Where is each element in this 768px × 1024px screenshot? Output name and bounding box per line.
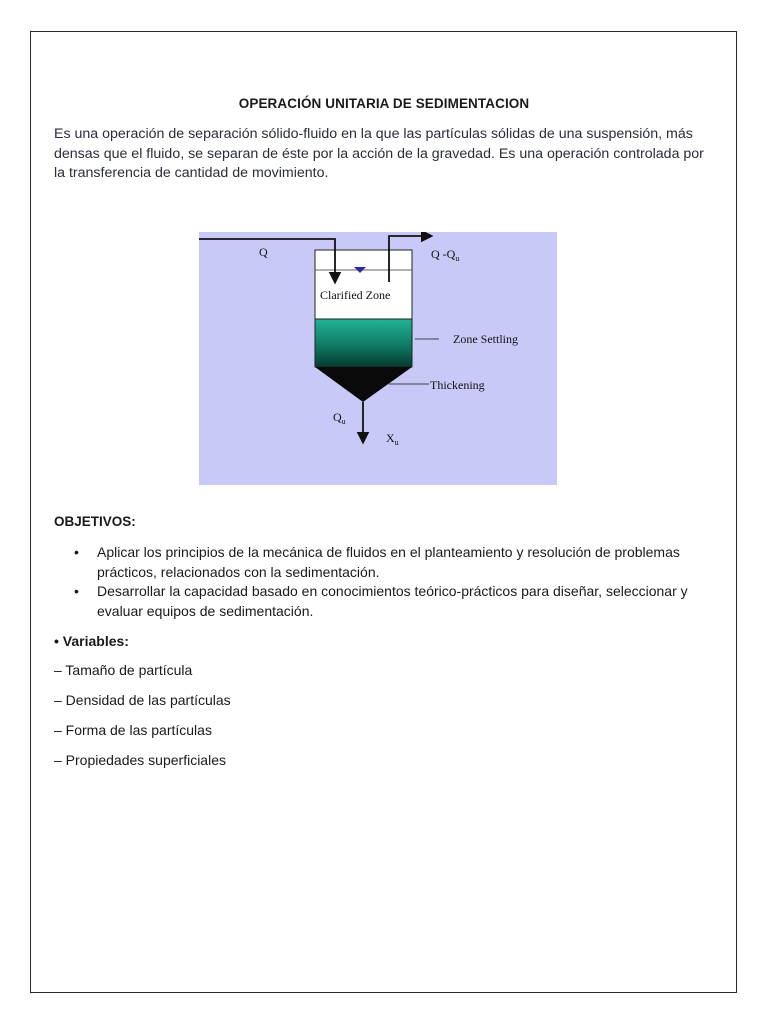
- underflow-label: $Q_u$: [333, 410, 346, 426]
- variable-item: – Forma de las partículas: [54, 722, 212, 738]
- objective-text: Aplicar los principios de la mecánica de fluidos en el planteamiento y resolución de problemas prácticos, relacionados con la sedimentación.: [97, 544, 680, 580]
- variable-item: – Propiedades superficiales: [54, 752, 226, 768]
- clarified-zone-box: [315, 250, 412, 319]
- variable-item: – Tamaño de partícula: [54, 662, 193, 678]
- outflow-label: Q $-Q_u$: [431, 247, 460, 263]
- bullet-icon: •: [74, 544, 79, 560]
- inflow-label: Q: [259, 245, 268, 259]
- clarified-zone-label: Clarified Zone: [320, 288, 391, 302]
- objectives-heading: OBJETIVOS:: [54, 514, 136, 529]
- thickening-label: Thickening: [430, 378, 485, 392]
- zone-settling-label: Zone Settling: [453, 332, 518, 346]
- list-item: [54, 543, 694, 582]
- zone-settling-area: [315, 319, 412, 367]
- page-title: OPERACIÓN UNITARIA DE SEDIMENTACION: [238, 96, 530, 111]
- objective-text: Desarrollar la capacidad basado en conocimientos teórico-prácticos para diseñar, seleccionar y evaluar equipos de sedimentación.: [97, 583, 688, 619]
- thickening-cone: [315, 367, 412, 402]
- bullet-icon: •: [74, 583, 79, 599]
- objectives-list: [54, 543, 694, 621]
- list-item: [54, 582, 694, 621]
- sedimentation-diagram: [199, 232, 557, 485]
- sedimentation-figure: [199, 232, 557, 485]
- variables-heading: • Variables:: [54, 633, 129, 649]
- concentration-label: $X_u$: [386, 431, 399, 447]
- intro-paragraph: Es una operación de separación sólido-fluido en la que las partículas sólidas de una suspensión, más densas que el fluido, se separan de éste por la acción de la gravedad. Es una operación controlada por la transferencia de cantidad de movimiento.: [54, 126, 704, 181]
- variable-item: – Densidad de las partículas: [54, 692, 231, 708]
